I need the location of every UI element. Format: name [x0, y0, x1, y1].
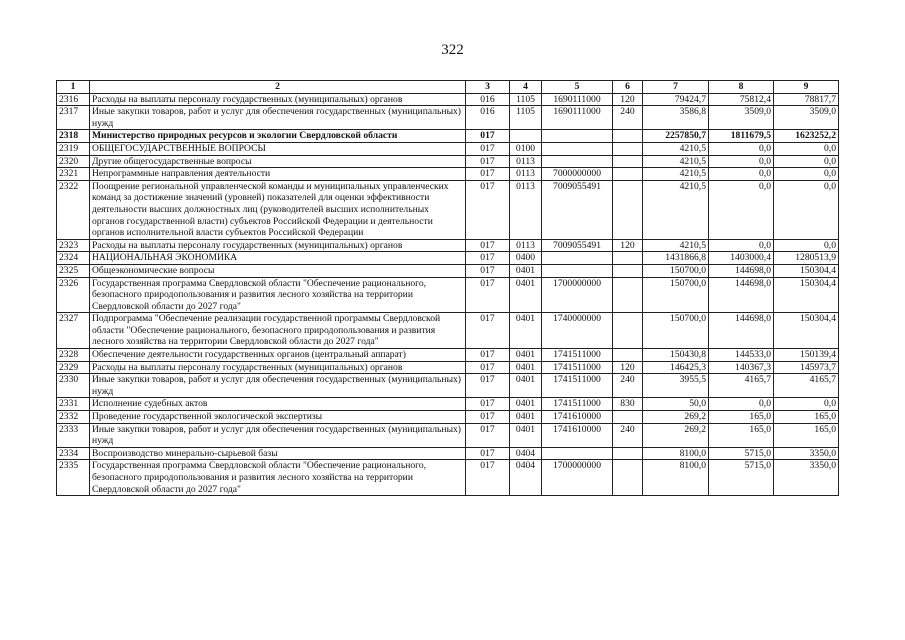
- row-section-code: 0401: [510, 423, 542, 447]
- row-section-code: 0113: [510, 180, 542, 239]
- row-value-2027: 145973,7: [774, 361, 839, 374]
- column-header-6: 6: [613, 81, 643, 94]
- row-value-2025: 150700,0: [643, 313, 709, 349]
- row-ministry-code: 017: [466, 277, 510, 313]
- table-row: [57, 411, 839, 424]
- row-target-code: 1741610000: [542, 423, 613, 447]
- row-expense-type: [613, 460, 643, 496]
- row-number: 2321: [57, 168, 90, 181]
- row-section-code: 1105: [510, 106, 542, 130]
- table-row: [57, 130, 839, 143]
- row-number: 2334: [57, 447, 90, 460]
- row-ministry-code: 017: [466, 423, 510, 447]
- row-value-2025: 146425,3: [643, 361, 709, 374]
- row-value-2025: 269,2: [643, 423, 709, 447]
- row-name: Иные закупки товаров, работ и услуг для обеспечения государственных (муниципальных) нужд: [90, 106, 466, 130]
- row-section-code: 0401: [510, 264, 542, 277]
- row-ministry-code: 017: [466, 398, 510, 411]
- row-target-code: 1741610000: [542, 411, 613, 424]
- row-target-code: 1690111000: [542, 93, 613, 106]
- row-value-2026: 0,0: [709, 155, 774, 168]
- row-value-2025: 1431866,8: [643, 252, 709, 265]
- row-number: 2325: [57, 264, 90, 277]
- row-name: Непрограммные направления деятельности: [90, 168, 466, 181]
- row-value-2025: 3955,5: [643, 374, 709, 398]
- row-value-2026: 75812,4: [709, 93, 774, 106]
- table-row: [57, 277, 839, 313]
- row-value-2026: 4165,7: [709, 374, 774, 398]
- row-value-2025: 4210,5: [643, 155, 709, 168]
- row-ministry-code: 017: [466, 349, 510, 362]
- row-name: Исполнение судебных актов: [90, 398, 466, 411]
- row-ministry-code: 017: [466, 239, 510, 252]
- row-value-2026: 0,0: [709, 142, 774, 155]
- row-ministry-code: 017: [466, 264, 510, 277]
- row-name: Расходы на выплаты персоналу государственных (муниципальных) органов: [90, 361, 466, 374]
- row-name: Обеспечение деятельности государственных органов (центральный аппарат): [90, 349, 466, 362]
- row-section-code: 0113: [510, 155, 542, 168]
- row-value-2027: 4165,7: [774, 374, 839, 398]
- row-expense-type: [613, 180, 643, 239]
- row-target-code: 1741511000: [542, 398, 613, 411]
- row-number: 2327: [57, 313, 90, 349]
- row-value-2026: 5715,0: [709, 447, 774, 460]
- table-row: [57, 168, 839, 181]
- row-value-2026: 0,0: [709, 239, 774, 252]
- row-target-code: 7000000000: [542, 168, 613, 181]
- column-header-5: 5: [542, 81, 613, 94]
- table-row: [57, 252, 839, 265]
- row-value-2026: 0,0: [709, 180, 774, 239]
- row-ministry-code: 017: [466, 252, 510, 265]
- row-expense-type: [613, 447, 643, 460]
- row-section-code: 0400: [510, 252, 542, 265]
- row-name: Иные закупки товаров, работ и услуг для обеспечения государственных (муниципальных) нужд: [90, 423, 466, 447]
- row-target-code: 1690111000: [542, 106, 613, 130]
- table-row: [57, 349, 839, 362]
- row-number: 2316: [57, 93, 90, 106]
- column-header-2: 2: [90, 81, 466, 94]
- row-expense-type: [613, 142, 643, 155]
- row-value-2027: 165,0: [774, 423, 839, 447]
- row-value-2025: 8100,0: [643, 460, 709, 496]
- table-row: [57, 155, 839, 168]
- row-expense-type: 120: [613, 239, 643, 252]
- row-section-code: 0113: [510, 168, 542, 181]
- row-value-2027: 0,0: [774, 239, 839, 252]
- row-ministry-code: 017: [466, 460, 510, 496]
- row-section-code: 0401: [510, 313, 542, 349]
- row-ministry-code: 017: [466, 180, 510, 239]
- row-value-2025: 8100,0: [643, 447, 709, 460]
- row-ministry-code: 017: [466, 411, 510, 424]
- table-row: [57, 361, 839, 374]
- row-name: Общеэкономические вопросы: [90, 264, 466, 277]
- row-expense-type: 120: [613, 361, 643, 374]
- column-header-1: 1: [57, 81, 90, 94]
- row-number: 2328: [57, 349, 90, 362]
- row-target-code: 1741511000: [542, 349, 613, 362]
- row-name: Подпрограмма "Обеспечение реализации государственной программы Свердловской области "Обеспечение рационального, безопасного природопользования и развития лесного хозяйства на территории Свердловской области до 2027 года": [90, 313, 466, 349]
- table-row: [57, 313, 839, 349]
- row-expense-type: [613, 252, 643, 265]
- row-value-2026: 0,0: [709, 168, 774, 181]
- row-value-2027: 150139,4: [774, 349, 839, 362]
- row-value-2025: 4210,5: [643, 142, 709, 155]
- row-target-code: 1741511000: [542, 374, 613, 398]
- table-row: [57, 239, 839, 252]
- row-value-2027: 150304,4: [774, 277, 839, 313]
- row-section-code: 0401: [510, 277, 542, 313]
- row-section-code: 0404: [510, 460, 542, 496]
- row-expense-type: [613, 264, 643, 277]
- row-expense-type: [613, 277, 643, 313]
- row-ministry-code: 017: [466, 374, 510, 398]
- row-ministry-code: 016: [466, 93, 510, 106]
- row-target-code: [542, 142, 613, 155]
- row-ministry-code: 017: [466, 130, 510, 143]
- row-value-2025: 150700,0: [643, 277, 709, 313]
- row-ministry-code: 017: [466, 168, 510, 181]
- row-value-2026: 1811679,5: [709, 130, 774, 143]
- row-section-code: 0401: [510, 411, 542, 424]
- row-value-2026: 5715,0: [709, 460, 774, 496]
- row-name: Воспроизводство минерально-сырьевой базы: [90, 447, 466, 460]
- row-target-code: 7009055491: [542, 239, 613, 252]
- row-target-code: [542, 447, 613, 460]
- row-value-2026: 1403000,4: [709, 252, 774, 265]
- row-number: 2331: [57, 398, 90, 411]
- row-target-code: 1700000000: [542, 460, 613, 496]
- row-target-code: [542, 155, 613, 168]
- row-value-2027: 165,0: [774, 411, 839, 424]
- budget-table: [56, 80, 839, 496]
- row-value-2027: 3350,0: [774, 460, 839, 496]
- table-row: [57, 180, 839, 239]
- column-header-3: 3: [466, 81, 510, 94]
- table-body: [57, 93, 839, 496]
- row-expense-type: [613, 168, 643, 181]
- row-target-code: 1741511000: [542, 361, 613, 374]
- row-target-code: [542, 130, 613, 143]
- row-expense-type: 240: [613, 106, 643, 130]
- row-name: Проведение государственной экологической экспертизы: [90, 411, 466, 424]
- row-name: Министерство природных ресурсов и экологии Свердловской области: [90, 130, 466, 143]
- row-value-2025: 79424,7: [643, 93, 709, 106]
- row-value-2025: 4210,5: [643, 180, 709, 239]
- row-expense-type: [613, 411, 643, 424]
- row-value-2027: 0,0: [774, 180, 839, 239]
- row-value-2026: 0,0: [709, 398, 774, 411]
- row-value-2027: 150304,4: [774, 264, 839, 277]
- row-ministry-code: 017: [466, 447, 510, 460]
- table-row: [57, 264, 839, 277]
- row-value-2027: 1623252,2: [774, 130, 839, 143]
- row-number: 2332: [57, 411, 90, 424]
- row-value-2027: 0,0: [774, 168, 839, 181]
- row-section-code: 0401: [510, 398, 542, 411]
- table-row: [57, 106, 839, 130]
- row-value-2027: 150304,4: [774, 313, 839, 349]
- row-expense-type: [613, 313, 643, 349]
- row-target-code: 7009055491: [542, 180, 613, 239]
- row-section-code: 0401: [510, 374, 542, 398]
- row-section-code: 1105: [510, 93, 542, 106]
- row-value-2025: 2257850,7: [643, 130, 709, 143]
- row-number: 2322: [57, 180, 90, 239]
- row-section-code: 0113: [510, 239, 542, 252]
- header-row: [57, 81, 839, 94]
- row-expense-type: [613, 130, 643, 143]
- row-ministry-code: 017: [466, 155, 510, 168]
- row-value-2025: 4210,5: [643, 239, 709, 252]
- row-name: Государственная программа Свердловской области "Обеспечение рационального, безопасного природопользования и развития лесного хозяйства на территории Свердловской области до 2027 года": [90, 460, 466, 496]
- table-row: [57, 93, 839, 106]
- row-number: 2330: [57, 374, 90, 398]
- row-value-2027: 78817,7: [774, 93, 839, 106]
- row-name: Расходы на выплаты персоналу государственных (муниципальных) органов: [90, 93, 466, 106]
- row-number: 2317: [57, 106, 90, 130]
- row-value-2025: 50,0: [643, 398, 709, 411]
- row-section-code: 0401: [510, 361, 542, 374]
- row-value-2027: 0,0: [774, 142, 839, 155]
- row-value-2025: 269,2: [643, 411, 709, 424]
- table-row: [57, 374, 839, 398]
- row-value-2027: 3509,0: [774, 106, 839, 130]
- row-value-2027: 0,0: [774, 155, 839, 168]
- row-ministry-code: 016: [466, 106, 510, 130]
- row-value-2025: 4210,5: [643, 168, 709, 181]
- table-row: [57, 398, 839, 411]
- row-value-2026: 165,0: [709, 411, 774, 424]
- row-expense-type: 120: [613, 93, 643, 106]
- table-row: [57, 142, 839, 155]
- row-name: НАЦИОНАЛЬНАЯ ЭКОНОМИКА: [90, 252, 466, 265]
- row-value-2026: 3509,0: [709, 106, 774, 130]
- row-number: 2319: [57, 142, 90, 155]
- row-section-code: 0401: [510, 349, 542, 362]
- row-number: 2326: [57, 277, 90, 313]
- row-value-2026: 144698,0: [709, 313, 774, 349]
- row-value-2027: 3350,0: [774, 447, 839, 460]
- row-target-code: 1740000000: [542, 313, 613, 349]
- column-header-8: 8: [709, 81, 774, 94]
- page-number: 322: [441, 42, 464, 58]
- row-expense-type: 830: [613, 398, 643, 411]
- row-number: 2318: [57, 130, 90, 143]
- row-name: Расходы на выплаты персоналу государственных (муниципальных) органов: [90, 239, 466, 252]
- row-name: Иные закупки товаров, работ и услуг для обеспечения государственных (муниципальных) нужд: [90, 374, 466, 398]
- row-value-2025: 150700,0: [643, 264, 709, 277]
- row-name: ОБЩЕГОСУДАРСТВЕННЫЕ ВОПРОСЫ: [90, 142, 466, 155]
- row-number: 2333: [57, 423, 90, 447]
- table-row: [57, 460, 839, 496]
- row-target-code: 1700000000: [542, 277, 613, 313]
- row-value-2025: 150430,8: [643, 349, 709, 362]
- row-value-2027: 1280513,9: [774, 252, 839, 265]
- row-value-2026: 144533,0: [709, 349, 774, 362]
- row-number: 2323: [57, 239, 90, 252]
- row-expense-type: [613, 349, 643, 362]
- row-value-2025: 3586,8: [643, 106, 709, 130]
- row-section-code: [510, 130, 542, 143]
- row-value-2026: 165,0: [709, 423, 774, 447]
- row-value-2026: 144698,0: [709, 277, 774, 313]
- row-name: Другие общегосударственные вопросы: [90, 155, 466, 168]
- row-value-2026: 140367,3: [709, 361, 774, 374]
- row-section-code: 0100: [510, 142, 542, 155]
- row-number: 2324: [57, 252, 90, 265]
- column-header-7: 7: [643, 81, 709, 94]
- row-expense-type: 240: [613, 374, 643, 398]
- row-number: 2335: [57, 460, 90, 496]
- row-target-code: [542, 252, 613, 265]
- row-number: 2329: [57, 361, 90, 374]
- row-value-2026: 144698,0: [709, 264, 774, 277]
- table-row: [57, 423, 839, 447]
- row-name: Государственная программа Свердловской области "Обеспечение рационального, безопасного природопользования и развития лесного хозяйства на территории Свердловской области до 2027 года": [90, 277, 466, 313]
- table-row: [57, 447, 839, 460]
- column-header-9: 9: [774, 81, 839, 94]
- row-expense-type: 240: [613, 423, 643, 447]
- row-name: Поощрение региональной управленческой команды и муниципальных управленческих команд за достижение значений (уровней) показателей для оценки эффективности деятельности высших должностных лиц (руководителей высших исполнительных органов государственной власти) субъектов Российской Федерации и деятельности органов исполнительной власти субъектов Российской Федерации: [90, 180, 466, 239]
- column-header-4: 4: [510, 81, 542, 94]
- row-ministry-code: 017: [466, 142, 510, 155]
- row-ministry-code: 017: [466, 313, 510, 349]
- row-expense-type: [613, 155, 643, 168]
- row-target-code: [542, 264, 613, 277]
- row-number: 2320: [57, 155, 90, 168]
- row-section-code: 0404: [510, 447, 542, 460]
- row-value-2027: 0,0: [774, 398, 839, 411]
- row-ministry-code: 017: [466, 361, 510, 374]
